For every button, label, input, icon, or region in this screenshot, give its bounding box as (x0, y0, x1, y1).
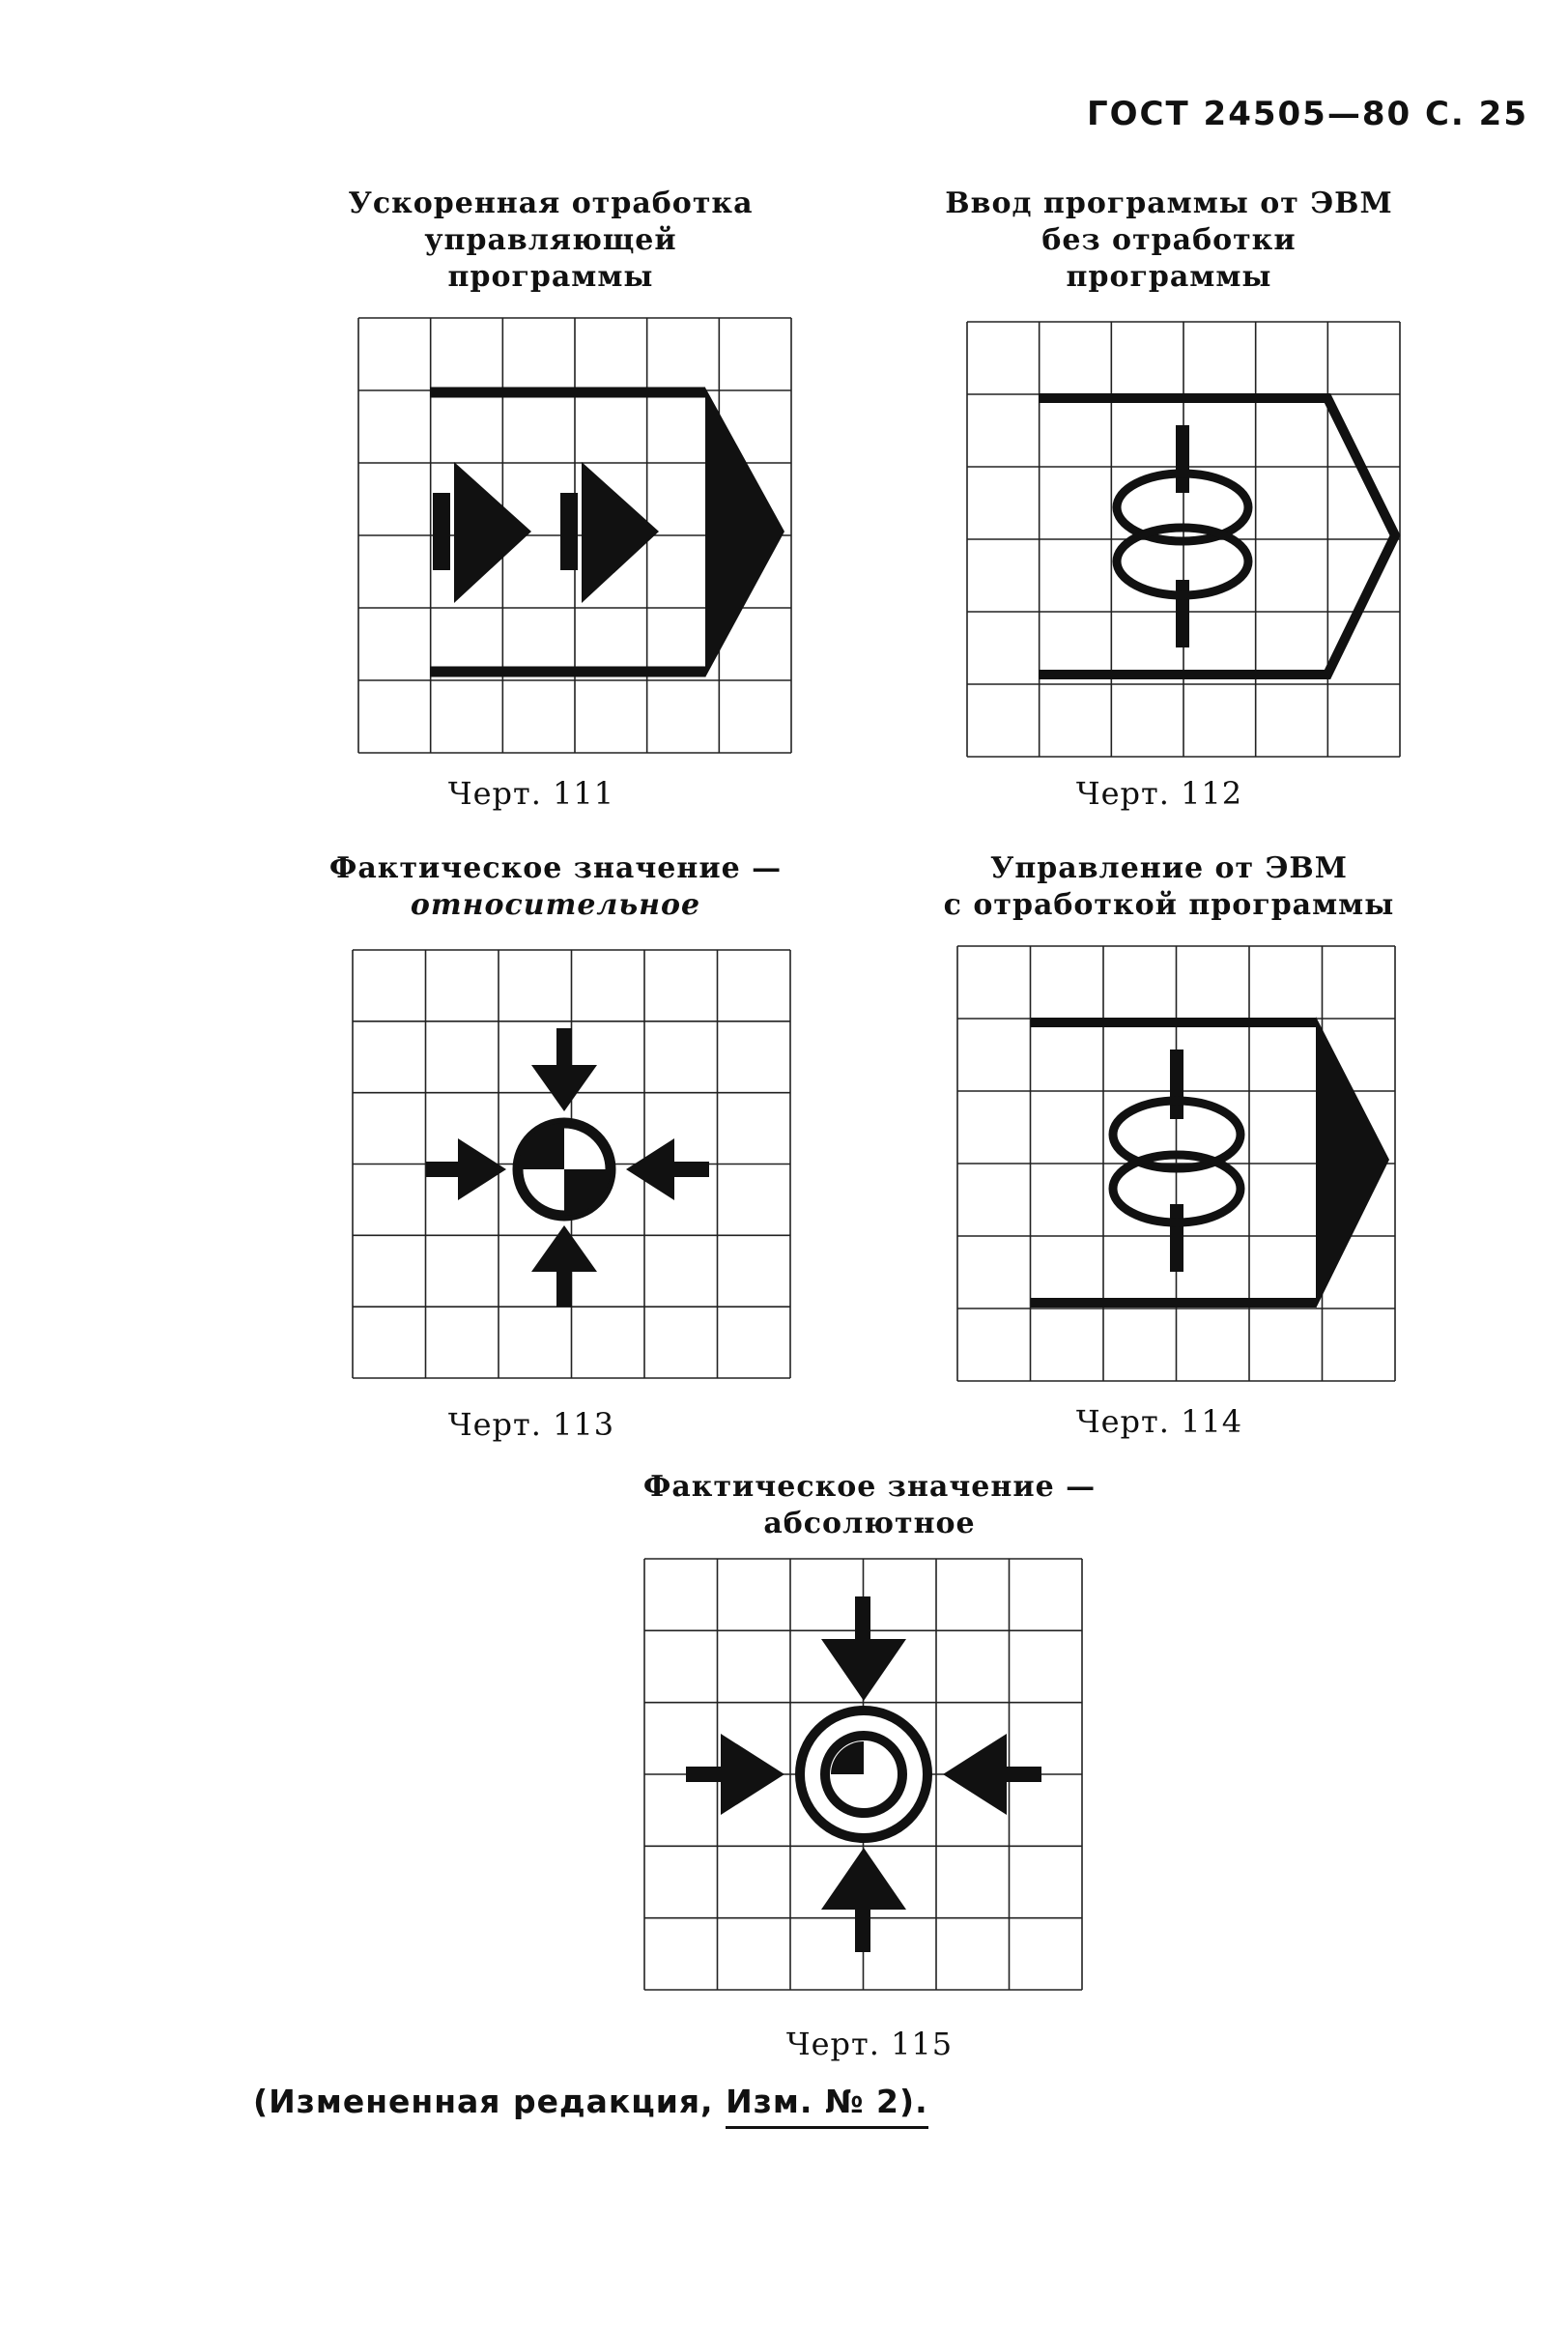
figure-114-title-line: с отработкой программы (943, 888, 1395, 922)
figure-111-title (319, 186, 783, 296)
double-arrow-icon (433, 462, 659, 603)
computer-control-symbol (956, 945, 1396, 1382)
figure-113-title-line: Фактическое значение — (328, 851, 783, 885)
figure-114-diagram (956, 945, 1396, 1382)
triangle-icon (1316, 1017, 1389, 1308)
accelerated-program-symbol (357, 317, 792, 754)
figure-112-caption: Черт. 112 (1075, 775, 1243, 812)
figure-114-title (927, 850, 1411, 924)
figure-113-caption: Черт. 113 (447, 1406, 615, 1443)
figure-113-title-line: относительное (410, 888, 701, 922)
figure-112-title (927, 186, 1411, 296)
figure-112-title-line: программы (1066, 260, 1272, 294)
figure-115-diagram (643, 1558, 1083, 1991)
absolute-value-symbol (643, 1558, 1083, 1991)
figure-111-caption: Черт. 111 (447, 775, 615, 812)
amendment-reference: Изм. № 2). (726, 2083, 928, 2129)
figure-115-title-line: абсолютное (763, 1507, 976, 1540)
figure-115-title-line: Фактическое значение — (642, 1470, 1097, 1504)
double-target-icon (800, 1711, 927, 1838)
figure-113-diagram (352, 949, 791, 1379)
figure-111-title-line: управляющей программы (424, 223, 677, 294)
target-icon (518, 1123, 611, 1216)
computer-input-symbol (966, 321, 1401, 758)
figure-114-title-line: Управление от ЭВМ (989, 851, 1348, 885)
figure-111-title-line: Ускоренная отработка (348, 187, 754, 220)
figure-115-caption: Черт. 115 (785, 2026, 954, 2062)
figure-112-diagram (966, 321, 1401, 758)
figure-114-caption: Черт. 114 (1075, 1403, 1243, 1440)
figure-115-title (618, 1469, 1121, 1542)
amendment-note (253, 2083, 928, 2120)
figure-113-title (304, 850, 807, 924)
relative-value-symbol (352, 949, 791, 1379)
amendment-note-text: (Измененная редакция, (253, 2083, 727, 2120)
figure-111-diagram (357, 317, 792, 754)
figure-112-title-line: без отработки (1041, 223, 1297, 257)
computer-icon (1117, 425, 1248, 647)
figure-112-title-line: Ввод программы от ЭВМ (945, 187, 1393, 220)
triangle-icon (705, 388, 784, 677)
page-header: ГОСТ 24505—80 С. 25 (1086, 95, 1528, 133)
